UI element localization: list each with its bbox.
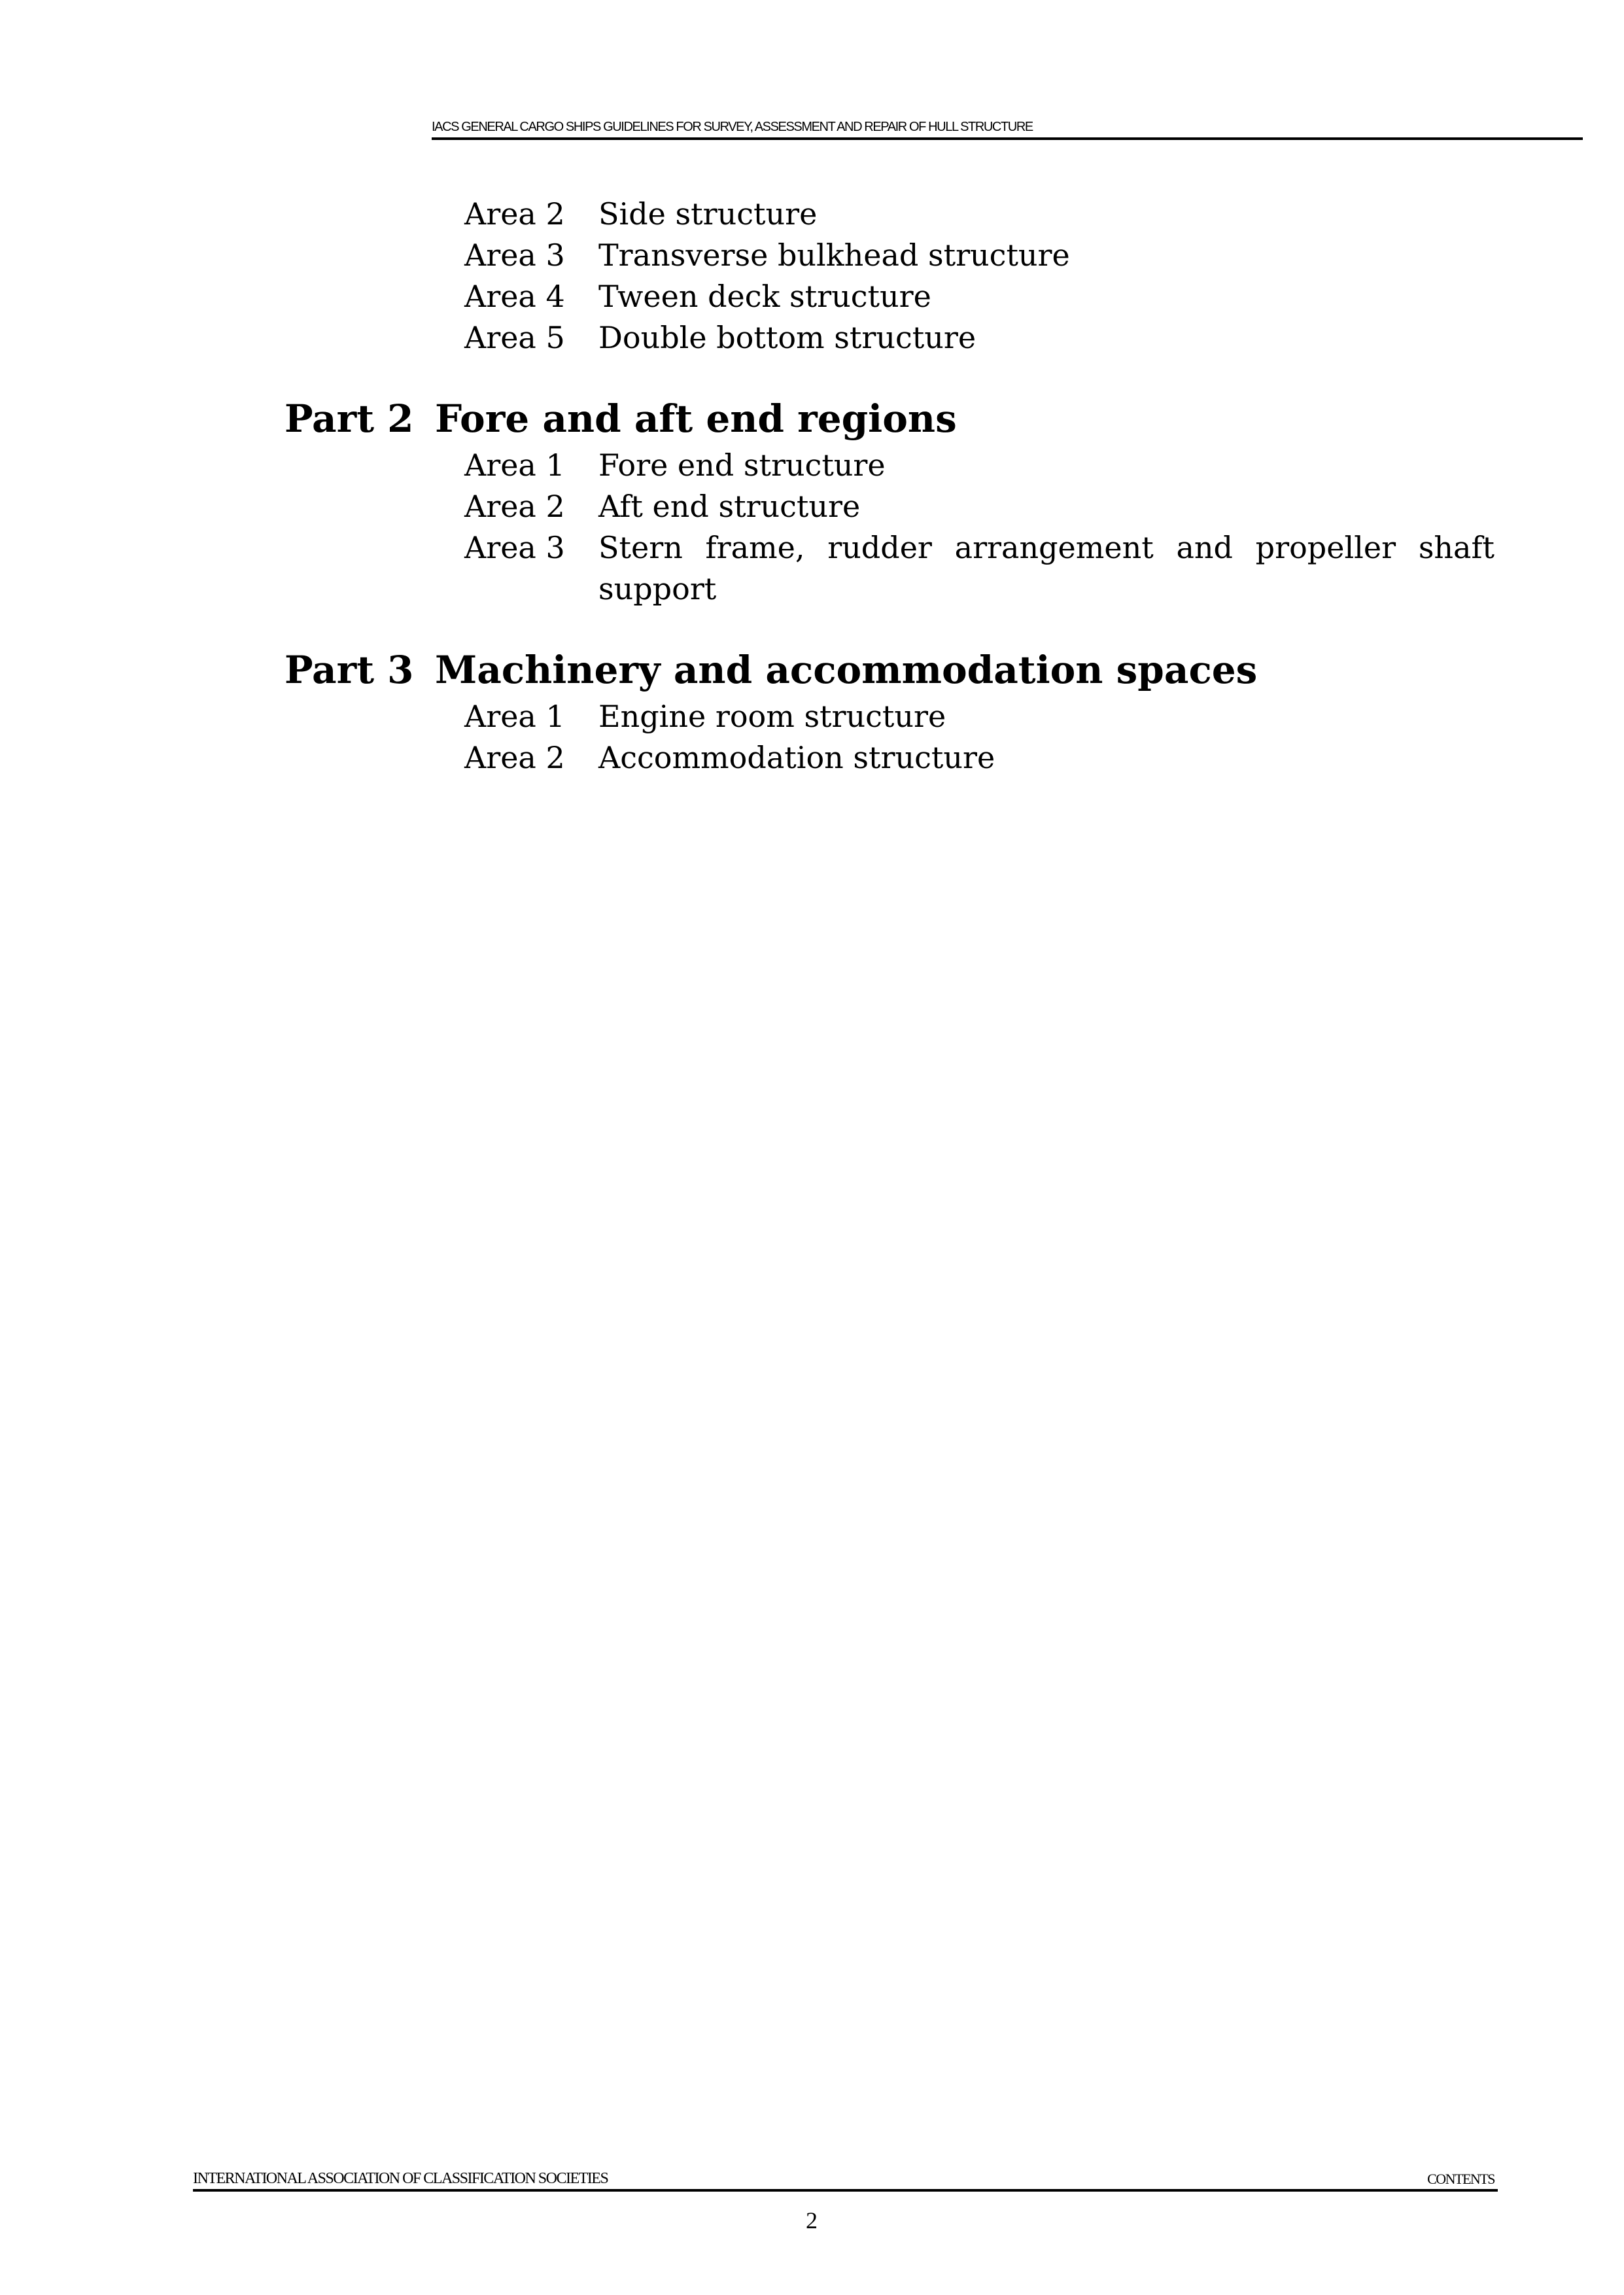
toc-area-label: Area 2 (464, 196, 565, 232)
toc-part-label: Part 3 (285, 648, 414, 692)
footer-section: CONTENTS (1427, 2171, 1494, 2187)
toc-area-title: Double bottom structure (598, 320, 976, 355)
toc-area-title: Stern frame, rudder arrangement and propeller shaft support (598, 530, 1494, 606)
toc-area-label: Area 5 (464, 320, 565, 355)
running-header (432, 118, 1583, 140)
toc-part-title: Machinery and accommodation spaces (435, 648, 1258, 692)
toc-area-title: Accommodation structure (598, 740, 995, 775)
page-footer (193, 2165, 1498, 2192)
toc-area-label: Area 3 (464, 530, 565, 565)
toc-area-label: Area 2 (464, 740, 565, 775)
toc-area-label: Area 1 (464, 447, 565, 483)
running-header-title: IACS GENERAL CARGO SHIPS GUIDELINES FOR SURVEY, ASSESSMENT AND REPAIR OF HULL STRUCTURE (432, 120, 1033, 134)
toc-area-title: Fore end structure (598, 447, 886, 483)
toc-area-title: Tween deck structure (598, 279, 931, 314)
toc-area-label: Area 3 (464, 237, 565, 273)
toc-area-label: Area 4 (464, 279, 565, 314)
toc-part-title: Fore and aft end regions (435, 396, 957, 441)
toc-area-label: Area 1 (464, 699, 565, 734)
toc-area-title: Side structure (598, 196, 818, 232)
footer-organization: INTERNATIONAL ASSOCIATION OF CLASSIFICATION SOCIETIES (193, 2170, 608, 2187)
toc-area-title: Engine room structure (598, 699, 946, 734)
page-number: 2 (806, 2207, 818, 2234)
toc-area-title: Aft end structure (598, 489, 861, 524)
toc-area-label: Area 2 (464, 489, 565, 524)
toc-part-label: Part 2 (285, 396, 414, 441)
toc-area-title: Transverse bulkhead structure (598, 237, 1070, 273)
